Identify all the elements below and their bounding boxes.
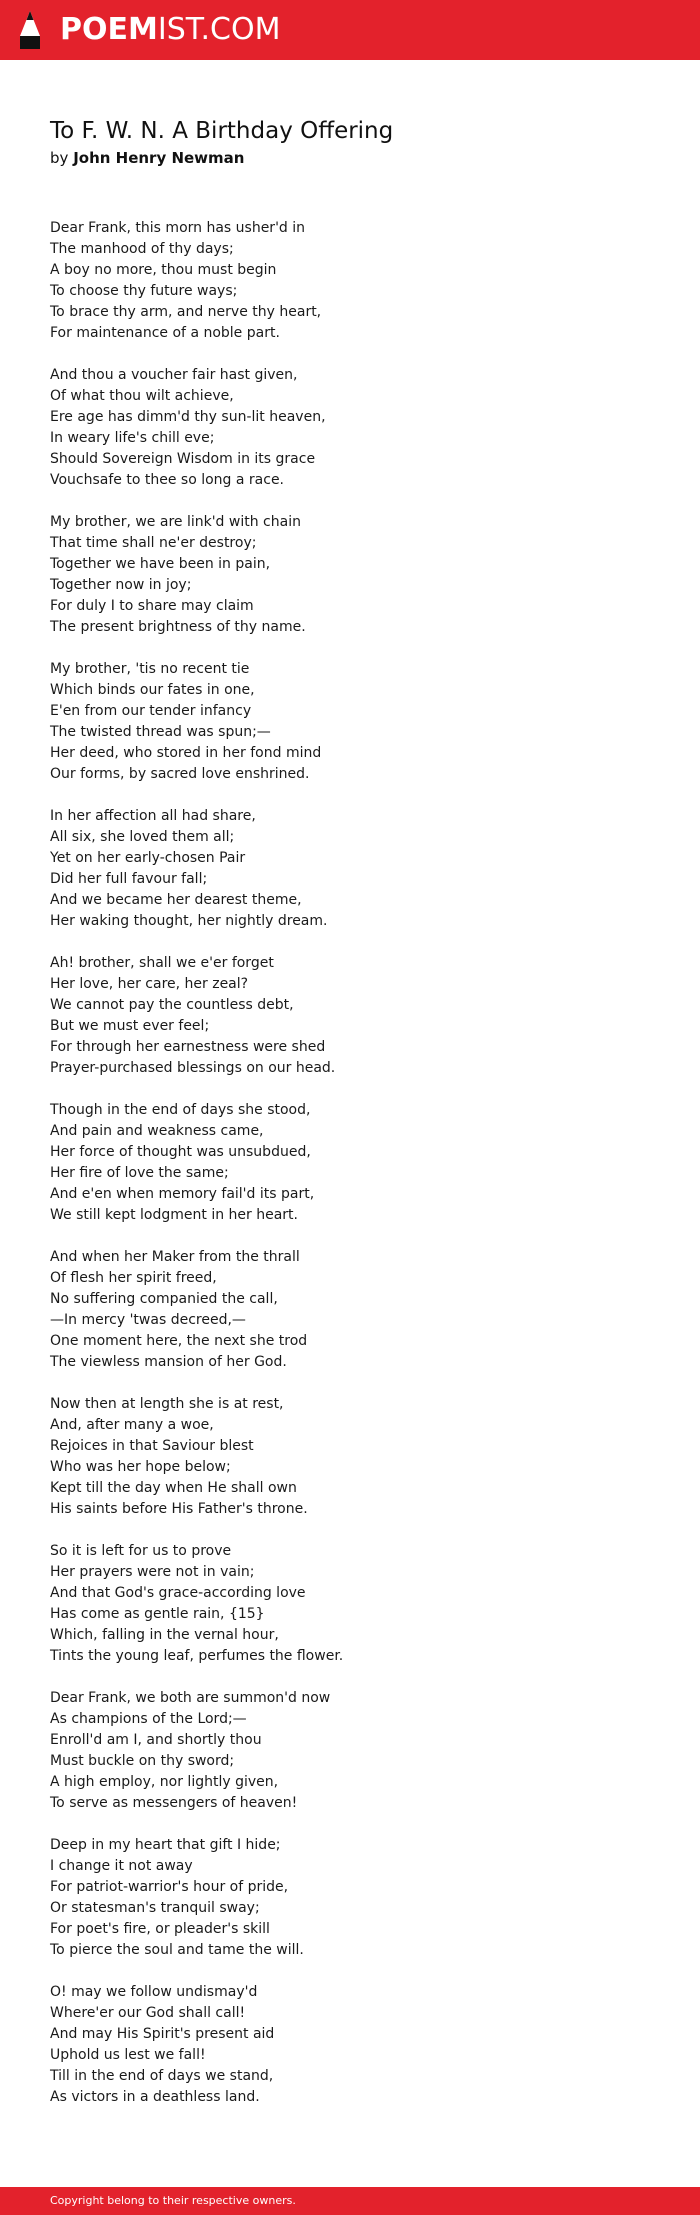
poem-line: Must buckle on thy sword; <box>50 1753 235 1769</box>
site-footer <box>0 2187 700 2215</box>
poem-line: To brace thy arm, and nerve thy heart, <box>50 304 322 320</box>
poem-line: Now then at length she is at rest, <box>50 1396 284 1412</box>
poem-title: To F. W. N. A Birthday Offering <box>50 118 394 144</box>
stanza <box>50 953 650 1079</box>
poem-line: Yet on her early-chosen Pair <box>50 850 246 866</box>
poem-line: And e'en when memory fail'd its part, <box>50 1186 315 1202</box>
poem-line: O! may we follow undismay'd <box>50 1984 258 2000</box>
poem-line: Deep in my heart that gift I hide; <box>50 1837 281 1853</box>
poem-line: For poet's fire, or pleader's skill <box>50 1921 270 1937</box>
poem-line: Where'er our God shall call! <box>50 2005 246 2021</box>
site-logo[interactable] <box>60 11 280 49</box>
author-name[interactable]: John Henry Newman <box>73 149 245 167</box>
poem-body <box>50 218 650 2129</box>
byline <box>50 147 244 169</box>
poem-line: For duly I to share may claim <box>50 598 254 614</box>
poem-line: Enroll'd am I, and shortly thou <box>50 1732 262 1748</box>
stanza <box>50 1541 650 1667</box>
pencil-tip-icon[interactable] <box>16 9 44 51</box>
poem-line: My brother, we are link'd with chain <box>50 514 301 530</box>
poem-line: Her deed, who stored in her fond mind <box>50 745 322 761</box>
stanza <box>50 1688 650 1814</box>
poem-line: Her love, her care, her zeal? <box>50 976 249 992</box>
poem-line: The twisted thread was spun;— <box>50 724 271 740</box>
poem-line: Did her full favour fall; <box>50 871 208 887</box>
poem-line: For through her earnestness were shed <box>50 1039 326 1055</box>
poem-line: Has come as gentle rain, {15} <box>50 1606 265 1622</box>
poem-line: To pierce the soul and tame the will. <box>50 1942 304 1958</box>
poem-line: And thou a voucher fair hast given, <box>50 367 298 383</box>
poem-line: And pain and weakness came, <box>50 1123 264 1139</box>
poem-line: The present brightness of thy name. <box>50 619 306 635</box>
stanza <box>50 659 650 785</box>
poem-line: We still kept lodgment in her heart. <box>50 1207 298 1223</box>
poem-line: Our forms, by sacred love enshrined. <box>50 766 310 782</box>
stanza <box>50 806 650 932</box>
poem-line: Dear Frank, we both are summon'd now <box>50 1690 331 1706</box>
poem-line: A boy no more, thou must begin <box>50 262 277 278</box>
poem-line: My brother, 'tis no recent tie <box>50 661 250 677</box>
stanza <box>50 1394 650 1520</box>
poem-line: One moment here, the next she trod <box>50 1333 308 1349</box>
poem-line: Of what thou wilt achieve, <box>50 388 234 404</box>
poem-line: For maintenance of a noble part. <box>50 325 280 341</box>
poem-line: Of flesh her spirit freed, <box>50 1270 217 1286</box>
poem-line: And when her Maker from the thrall <box>50 1249 300 1265</box>
poem-line: Prayer-purchased blessings on our head. <box>50 1060 336 1076</box>
poem-line: And we became her dearest theme, <box>50 892 302 908</box>
stanza <box>50 365 650 491</box>
poem-line: The viewless mansion of her God. <box>50 1354 287 1370</box>
poem-line: As champions of the Lord;— <box>50 1711 247 1727</box>
poem-line: —In mercy 'twas decreed,— <box>50 1312 246 1328</box>
poem-line: Which, falling in the vernal hour, <box>50 1627 279 1643</box>
poem-line: To choose thy future ways; <box>50 283 238 299</box>
poem-line: We cannot pay the countless debt, <box>50 997 294 1013</box>
poem-line: Dear Frank, this morn has usher'd in <box>50 220 306 236</box>
poem-line: In weary life's chill eve; <box>50 430 215 446</box>
poem-line: I change it not away <box>50 1858 193 1874</box>
copyright-text: Copyright belong to their respective owners. <box>50 2194 296 2207</box>
poem-line: Ere age has dimm'd thy sun-lit heaven, <box>50 409 326 425</box>
poem-line: A high employ, nor lightly given, <box>50 1774 279 1790</box>
poem-line: No suffering companied the call, <box>50 1291 278 1307</box>
poem-line: His saints before His Father's throne. <box>50 1501 308 1517</box>
poem-line: All six, she loved them all; <box>50 829 235 845</box>
poem-line: But we must ever feel; <box>50 1018 210 1034</box>
poem-line: Uphold us lest we fall! <box>50 2047 206 2063</box>
poem-line: Though in the end of days she stood, <box>50 1102 311 1118</box>
poem-line: Should Sovereign Wisdom in its grace <box>50 451 316 467</box>
poem-line: Her waking thought, her nightly dream. <box>50 913 328 929</box>
poem-line: The manhood of thy days; <box>50 241 234 257</box>
poem-line: Together we have been in pain, <box>50 556 271 572</box>
poem-line: Together now in joy; <box>50 577 192 593</box>
poem-line: So it is left for us to prove <box>50 1543 232 1559</box>
poem-line: Or statesman's tranquil sway; <box>50 1900 260 1916</box>
poem-line: That time shall ne'er destroy; <box>50 535 257 551</box>
poem-line: And, after many a woe, <box>50 1417 214 1433</box>
poem-line: For patriot-warrior's hour of pride, <box>50 1879 289 1895</box>
poem-line: Rejoices in that Saviour blest <box>50 1438 254 1454</box>
poem-line: In her affection all had share, <box>50 808 256 824</box>
poem-line: And may His Spirit's present aid <box>50 2026 275 2042</box>
poem-line: Her prayers were not in vain; <box>50 1564 255 1580</box>
poem-line: Ah! brother, shall we e'er forget <box>50 955 274 971</box>
poem-line: And that God's grace-according love <box>50 1585 306 1601</box>
poem-line: Who was her hope below; <box>50 1459 231 1475</box>
stanza <box>50 1835 650 1961</box>
stanza <box>50 1247 650 1373</box>
stanza <box>50 512 650 638</box>
poem-line: Vouchsafe to thee so long a race. <box>50 472 285 488</box>
by-label: by <box>50 149 69 167</box>
poem-line: Her force of thought was unsubdued, <box>50 1144 311 1160</box>
poem-line: Tints the young leaf, perfumes the flower. <box>50 1648 344 1664</box>
stanza <box>50 1100 650 1226</box>
poem-line: Her fire of love the same; <box>50 1165 229 1181</box>
poem-line: E'en from our tender infancy <box>50 703 252 719</box>
poem-line: To serve as messengers of heaven! <box>50 1795 298 1811</box>
poem-line: As victors in a deathless land. <box>50 2089 260 2105</box>
logo-text-light: IST.COM <box>157 12 281 47</box>
logo-text-strong: POEM <box>60 12 158 47</box>
poem-line: Which binds our fates in one, <box>50 682 255 698</box>
poem-line: Kept till the day when He shall own <box>50 1480 297 1496</box>
site-header <box>0 0 700 60</box>
stanza <box>50 1982 650 2108</box>
stanza <box>50 218 650 344</box>
poem-line: Till in the end of days we stand, <box>50 2068 274 2084</box>
